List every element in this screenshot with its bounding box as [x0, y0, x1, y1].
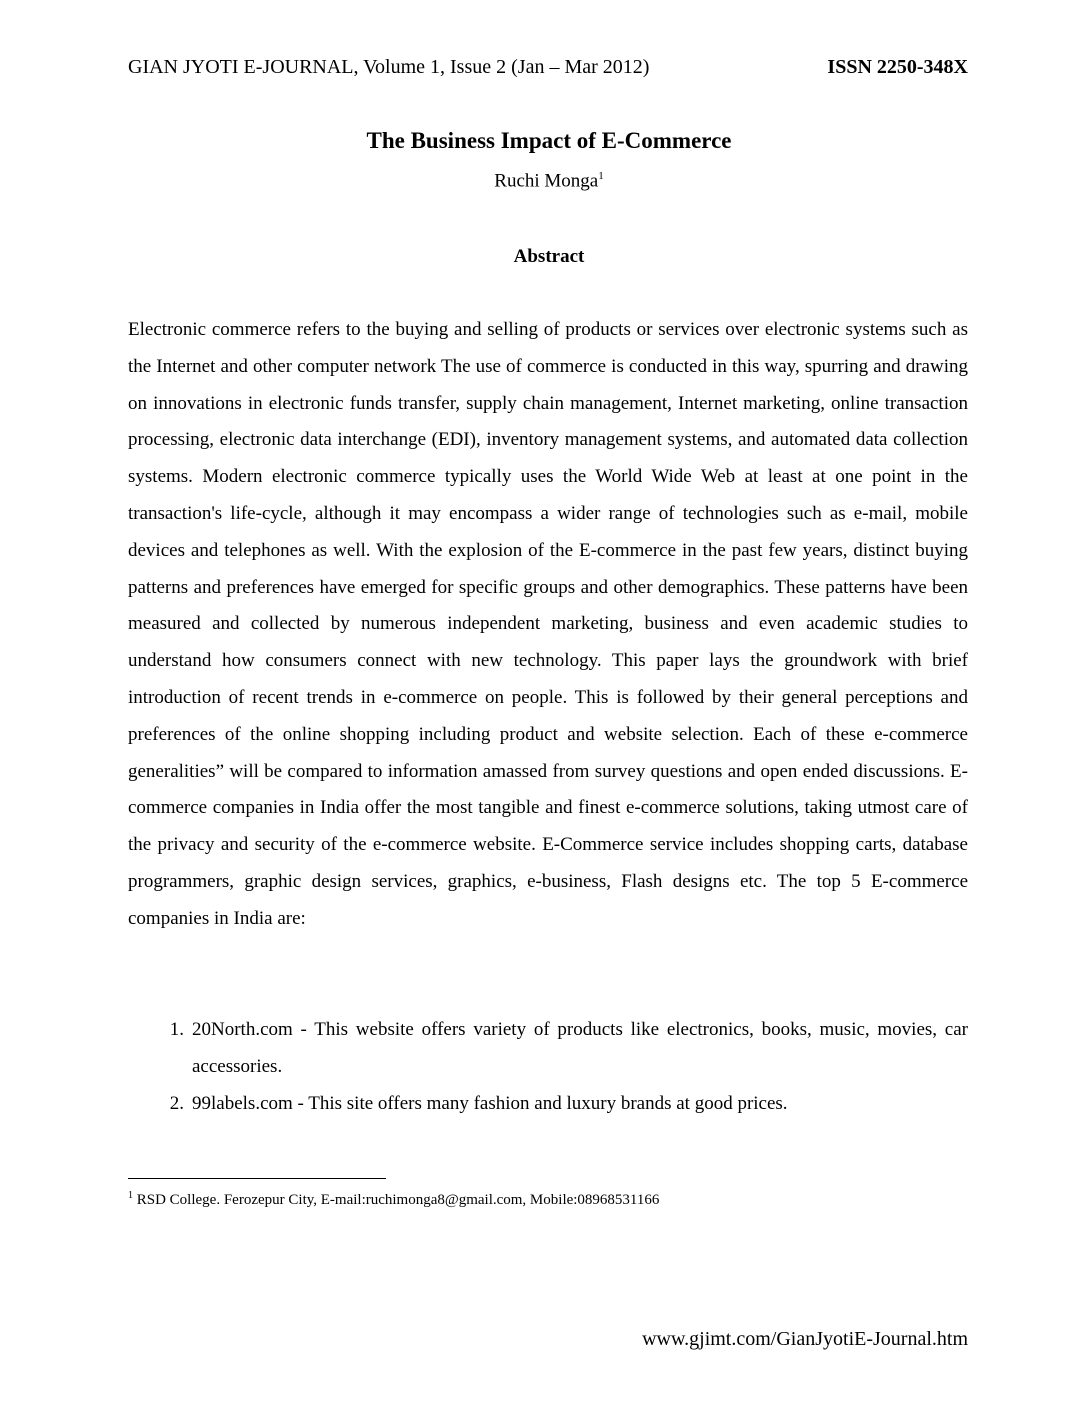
list-item-number: 1. — [169, 1019, 184, 1040]
author-name: Ruchi Monga — [494, 170, 599, 192]
footnote-divider — [128, 1178, 386, 1179]
issn-number: ISSN 2250-348X — [827, 56, 968, 78]
author-footnote-mark: 1 — [598, 170, 604, 182]
footnote-mark: 1 — [128, 1190, 133, 1201]
footnote — [128, 1190, 968, 1209]
paper-title: The Business Impact of E-Commerce — [366, 128, 732, 153]
abstract-heading: Abstract — [513, 246, 585, 267]
list-item-text: 99labels.com - This site offers many fashion and luxury brands at good prices. — [192, 1092, 788, 1114]
author-line — [0, 170, 1088, 192]
journal-name: GIAN JYOTI E-JOURNAL, Volume 1, Issue 2 (Jan – Mar 2012) — [128, 56, 650, 78]
footnote-text: RSD College. Ferozepur City, E-mail:ruchimonga8@gmail.com, Mobile:08968531166 — [133, 1192, 660, 1208]
company-list — [128, 1012, 968, 1122]
list-item — [128, 1012, 968, 1086]
footer-url: www.gjimt.com/GianJyotiE-Journal.htm — [642, 1328, 968, 1350]
list-item-number: 2. — [169, 1092, 184, 1114]
abstract-body: Electronic commerce refers to the buying and selling of products or services over electronic systems such as the Internet and other computer network The use of commerce is conducted in this way, spurring and drawing on innovations in electronic funds transfer, supply chain management, Internet marketing, online transaction processing, electronic data interchange (EDI), inventory management systems, and automated data collection systems. Modern electronic commerce typically uses the World Wide Web at least at one point in the transaction's life-cycle, although it may encompass a wider range of technologies such as e-mail, mobile devices and telephones as well. With the explosion of the E-commerce in the past few years, distinct buying patterns and preferences have emerged for specific groups and other demographics. These patterns have been measured and collected by numerous independent marketing, business and even academic studies to understand how consumers connect with new technology. This paper lays the groundwork with brief introduction of recent trends in e-commerce on people. This is followed by their general perceptions and preferences of the online shopping including product and website selection. Each of these e-commerce generalities” will be compared to information amassed from survey questions and open ended discussions. E-commerce companies in India offer the most tangible and finest e-commerce solutions, taking utmost care of the privacy and security of the e-commerce website. E-Commerce service includes shopping carts, database programmers, graphic design services, graphics, e-business, Flash designs etc. The top 5 E-commerce companies in India are: — [128, 319, 968, 929]
list-item — [128, 1086, 968, 1123]
list-item-text: 20North.com - This website offers variety of products like electronics, books, music, movies, car accessories. — [192, 1019, 968, 1077]
running-header — [128, 56, 968, 79]
